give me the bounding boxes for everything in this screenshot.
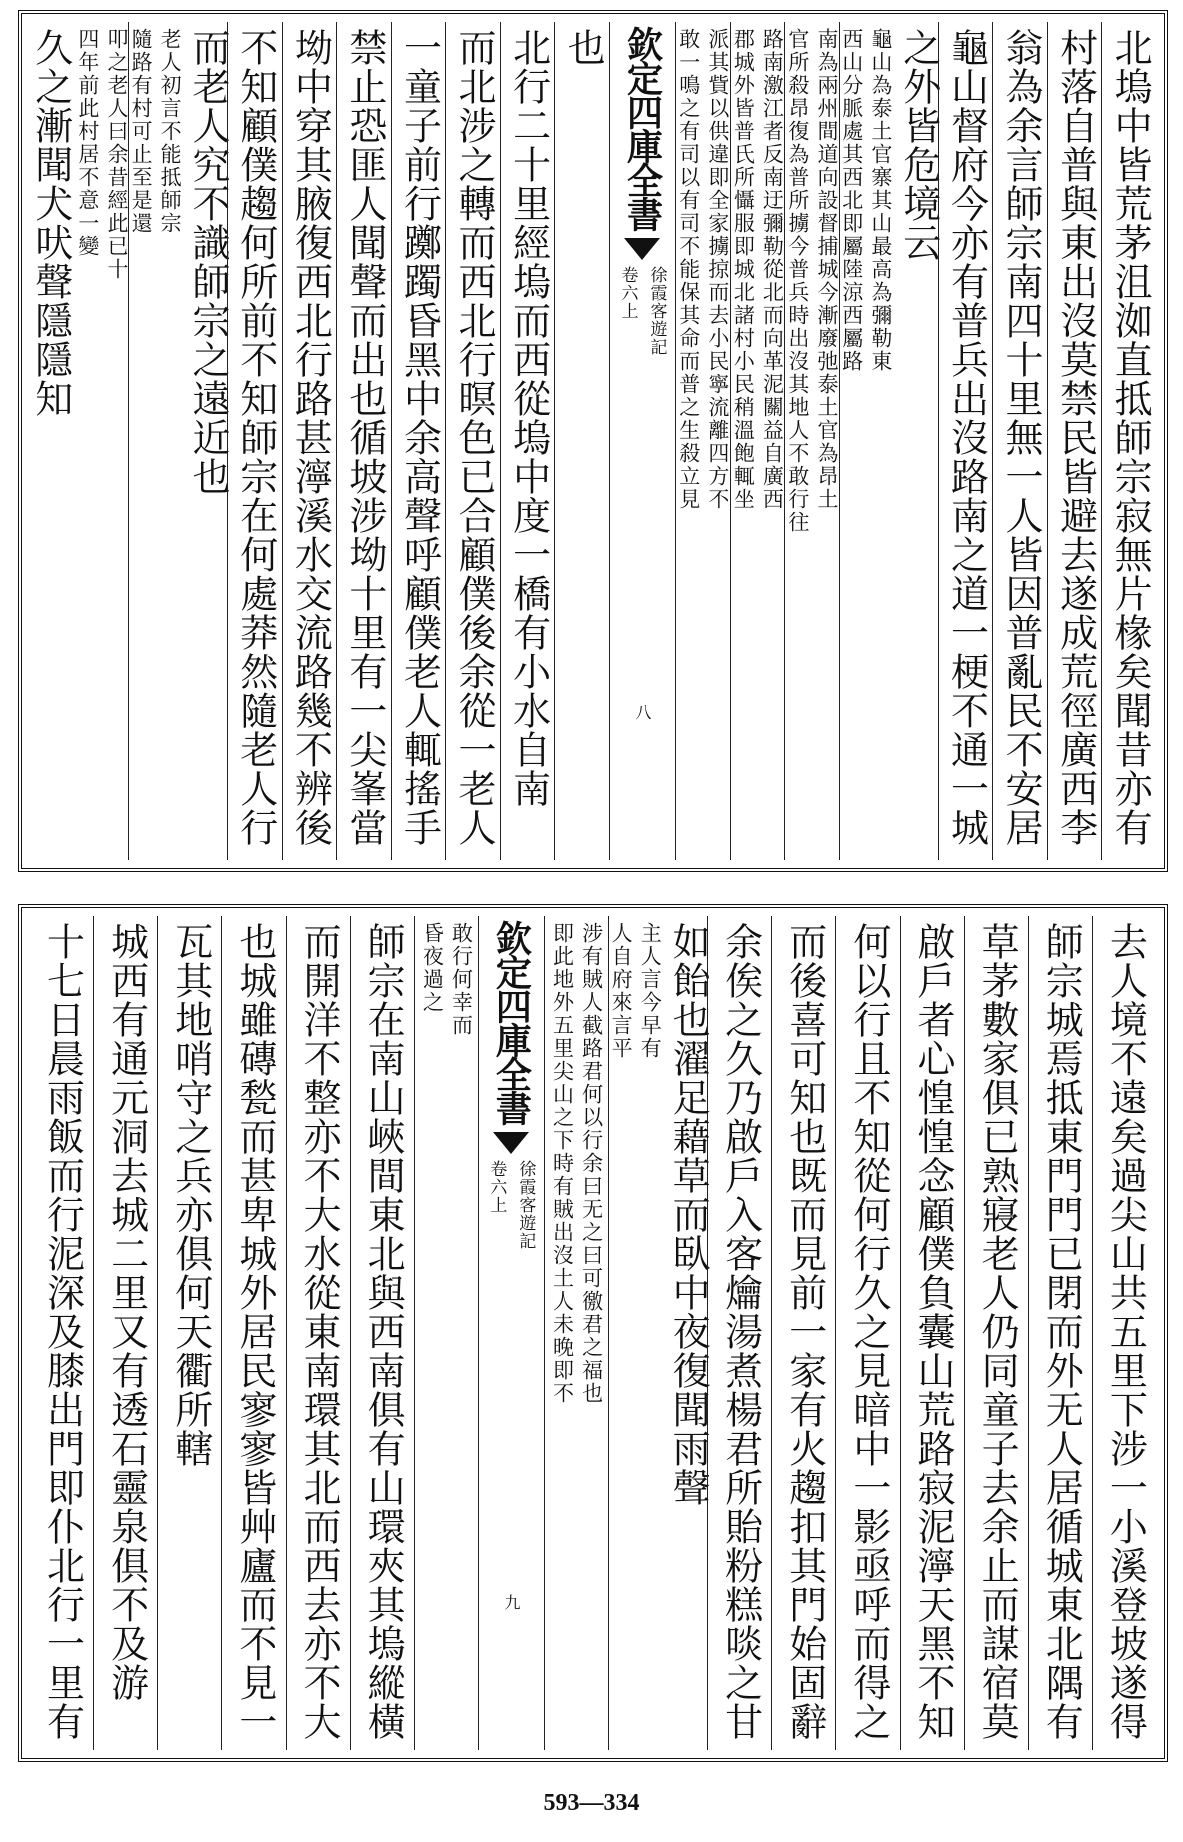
text-column bbox=[554, 22, 609, 860]
commentary-text: 主人言今早有 bbox=[638, 922, 663, 1060]
text-column bbox=[391, 22, 446, 860]
book-title: 徐霞客遊記 bbox=[515, 1160, 536, 1250]
text-column bbox=[1028, 916, 1092, 1750]
text-column bbox=[350, 916, 414, 1750]
column-text: 啟戶者心惶惶念顧僕負囊山荒路寂泥濘天黑不知 bbox=[911, 922, 955, 1741]
column-text: 翁為余言師宗南四十里無一人皆因普亂民不安居 bbox=[999, 28, 1044, 847]
commentary-text: 西山分脈處其西北即屬陸涼西屬路 bbox=[839, 28, 864, 373]
text-column bbox=[500, 22, 555, 860]
text-column bbox=[938, 22, 993, 860]
text-column bbox=[992, 22, 1047, 860]
column-text: 坳中穿其腋復西北行路甚濘溪水交流路幾不辨後 bbox=[288, 28, 333, 847]
commentary-text: 老人初言不能抵師宗 bbox=[158, 28, 183, 235]
column-text: 余俟之久乃啟戶入客爚湯煮楊君所貽粉糕啖之甘 bbox=[718, 922, 763, 1741]
text-column bbox=[1101, 22, 1156, 860]
commentary-text: 路南激江者反南迂彌勒從北而向革泥關益自廣西 bbox=[760, 28, 785, 511]
column-text: 不知顧僕趨何所前不知師宗在何處莽然隨老人行 bbox=[233, 28, 278, 847]
column-text: 龜山督府今亦有普兵出沒路南之道一梗不通一城 bbox=[944, 28, 989, 847]
column-text: 師宗城焉抵東門門已閉而外无人居循城東北隅有 bbox=[1039, 922, 1084, 1741]
text-column bbox=[964, 916, 1028, 1750]
column-text: 如飴也濯足藉草而臥中夜復聞雨聲 bbox=[666, 922, 711, 1507]
commentary-text: 派其貲以供違即全家擄掠而去小民寧流離四方不 bbox=[705, 28, 730, 511]
column-text: 久之漸聞犬吠聲隱隱知 bbox=[28, 28, 73, 418]
commentary-text: 官所殺昂復為普所擄今普兵時出沒其地人不敢行往 bbox=[785, 28, 810, 534]
fishtail-mark bbox=[624, 238, 660, 260]
fishtail-mark bbox=[493, 1132, 529, 1154]
text-column bbox=[30, 22, 128, 860]
column-text: 村落自普與東出沒莫禁民皆避去遂成荒徑廣西李 bbox=[1053, 28, 1098, 847]
book-title: 徐霞客遊記 bbox=[646, 266, 667, 356]
text-column bbox=[30, 916, 93, 1750]
commentary-text: 敢一鳴之有司以有司不能保其命而普之生殺立見 bbox=[676, 28, 701, 511]
column-text: 何以行且不知從何行久之見暗中一影亟呼而得之 bbox=[846, 922, 891, 1741]
leaf-number: 八 bbox=[632, 704, 652, 720]
column-text: 一童子前行躑躅昏黑中余高聲呼顧僕老人輒搖手 bbox=[397, 28, 442, 847]
text-column bbox=[227, 22, 282, 860]
text-column bbox=[336, 22, 391, 860]
text-column bbox=[282, 22, 337, 860]
column-text: 北塢中皆荒茅沮洳直抵師宗寂無片椽矣聞昔亦有 bbox=[1108, 28, 1153, 847]
column-text: 也 bbox=[561, 28, 606, 67]
center-margin bbox=[478, 916, 544, 1750]
lower-columns bbox=[30, 916, 1156, 1750]
text-column bbox=[157, 916, 221, 1750]
lower-page bbox=[18, 904, 1168, 1762]
column-text: 去人境不遠矣過尖山共五里下涉一小溪登坡遂得 bbox=[1103, 922, 1148, 1741]
volume-label: 卷六上 bbox=[486, 1160, 507, 1214]
column-text: 而後喜可知也既而見前一家有火趨扣其門始固辭 bbox=[782, 922, 827, 1741]
text-column bbox=[835, 916, 899, 1750]
text-column bbox=[286, 916, 350, 1750]
commentary-text: 隨路有村可止至是還 bbox=[129, 28, 154, 235]
text-column bbox=[608, 916, 711, 1750]
text-column bbox=[839, 22, 941, 860]
column-text: 而北涉之轉而西北行暝色已合顧僕後余從一老人 bbox=[452, 28, 497, 847]
text-column bbox=[771, 916, 835, 1750]
text-column bbox=[221, 916, 285, 1750]
column-text: 之外皆危境云 bbox=[896, 28, 941, 262]
upper-page bbox=[18, 10, 1168, 872]
column-text: 瓦其地哨守之兵亦俱何天衢所轄 bbox=[168, 922, 213, 1468]
text-column bbox=[1092, 916, 1156, 1750]
column-text: 北行二十里經塢而西從塢中度一橋有小水自南 bbox=[506, 28, 551, 808]
commentary-text: 即此地外五里尖山之下時有賊出沒土人未晚即不 bbox=[550, 922, 575, 1405]
commentary-text: 敢行何幸而 bbox=[449, 922, 474, 1037]
commentary-column bbox=[414, 916, 478, 1750]
text-column bbox=[445, 22, 500, 860]
collection-title: 欽定四庫全書 bbox=[490, 920, 533, 1124]
column-text: 十七日晨雨飯而行泥深及膝出門即仆北行一里有 bbox=[40, 922, 85, 1741]
column-text: 禁止恐匪人聞聲而出也循坡涉坳十里有一尖峯當 bbox=[342, 28, 387, 847]
column-text: 也城雖磚甃而甚卑城外居民寥寥皆艸廬而不見一 bbox=[232, 922, 277, 1741]
text-column bbox=[900, 916, 964, 1750]
commentary-text: 南為兩州間道向設督捕城今漸廢弛泰土官為昂土 bbox=[814, 28, 839, 511]
text-column bbox=[128, 22, 231, 860]
page-number: 593—334 bbox=[543, 1790, 640, 1816]
commentary-text: 涉有賊人截路君何以行余曰无之曰可徼君之福也 bbox=[579, 922, 604, 1405]
commentary-text: 叩之老人曰余昔經此已十 bbox=[104, 28, 129, 281]
commentary-text: 昏夜過之 bbox=[420, 922, 445, 1014]
column-text: 城西有通元洞去城二里又有透石靈泉俱不及游 bbox=[104, 922, 149, 1702]
commentary-column bbox=[675, 22, 730, 860]
collection-title: 欽定四庫全書 bbox=[621, 26, 664, 230]
center-margin bbox=[609, 22, 675, 860]
text-column bbox=[707, 916, 771, 1750]
upper-columns bbox=[30, 22, 1156, 860]
leaf-number: 九 bbox=[501, 1594, 521, 1610]
commentary-text: 郡城外皆普氏所懾服即城北諸村小民稍溫飽輒坐 bbox=[731, 28, 756, 511]
commentary-column bbox=[784, 22, 839, 860]
column-text: 草茅數家俱已熟寢老人仍同童子去余止而謀宿莫 bbox=[975, 922, 1020, 1741]
column-text: 師宗在南山峽間東北與西南俱有山環夾其塢縱橫 bbox=[361, 922, 406, 1741]
commentary-column bbox=[544, 916, 608, 1750]
text-column bbox=[1047, 22, 1102, 860]
text-column bbox=[93, 916, 157, 1750]
commentary-text: 四年前此村居不意一變 bbox=[75, 28, 100, 258]
column-text: 而老人究不識師宗之遠近也 bbox=[186, 28, 231, 496]
commentary-text: 龜山為泰土官寨其山最高為彌勒東 bbox=[868, 28, 893, 373]
commentary-column bbox=[730, 22, 785, 860]
commentary-text: 人自府來言平 bbox=[609, 922, 634, 1060]
column-text: 而開洋不整亦不大水從東南環其北而西去亦不大 bbox=[297, 922, 342, 1741]
volume-label: 卷六上 bbox=[617, 266, 638, 320]
